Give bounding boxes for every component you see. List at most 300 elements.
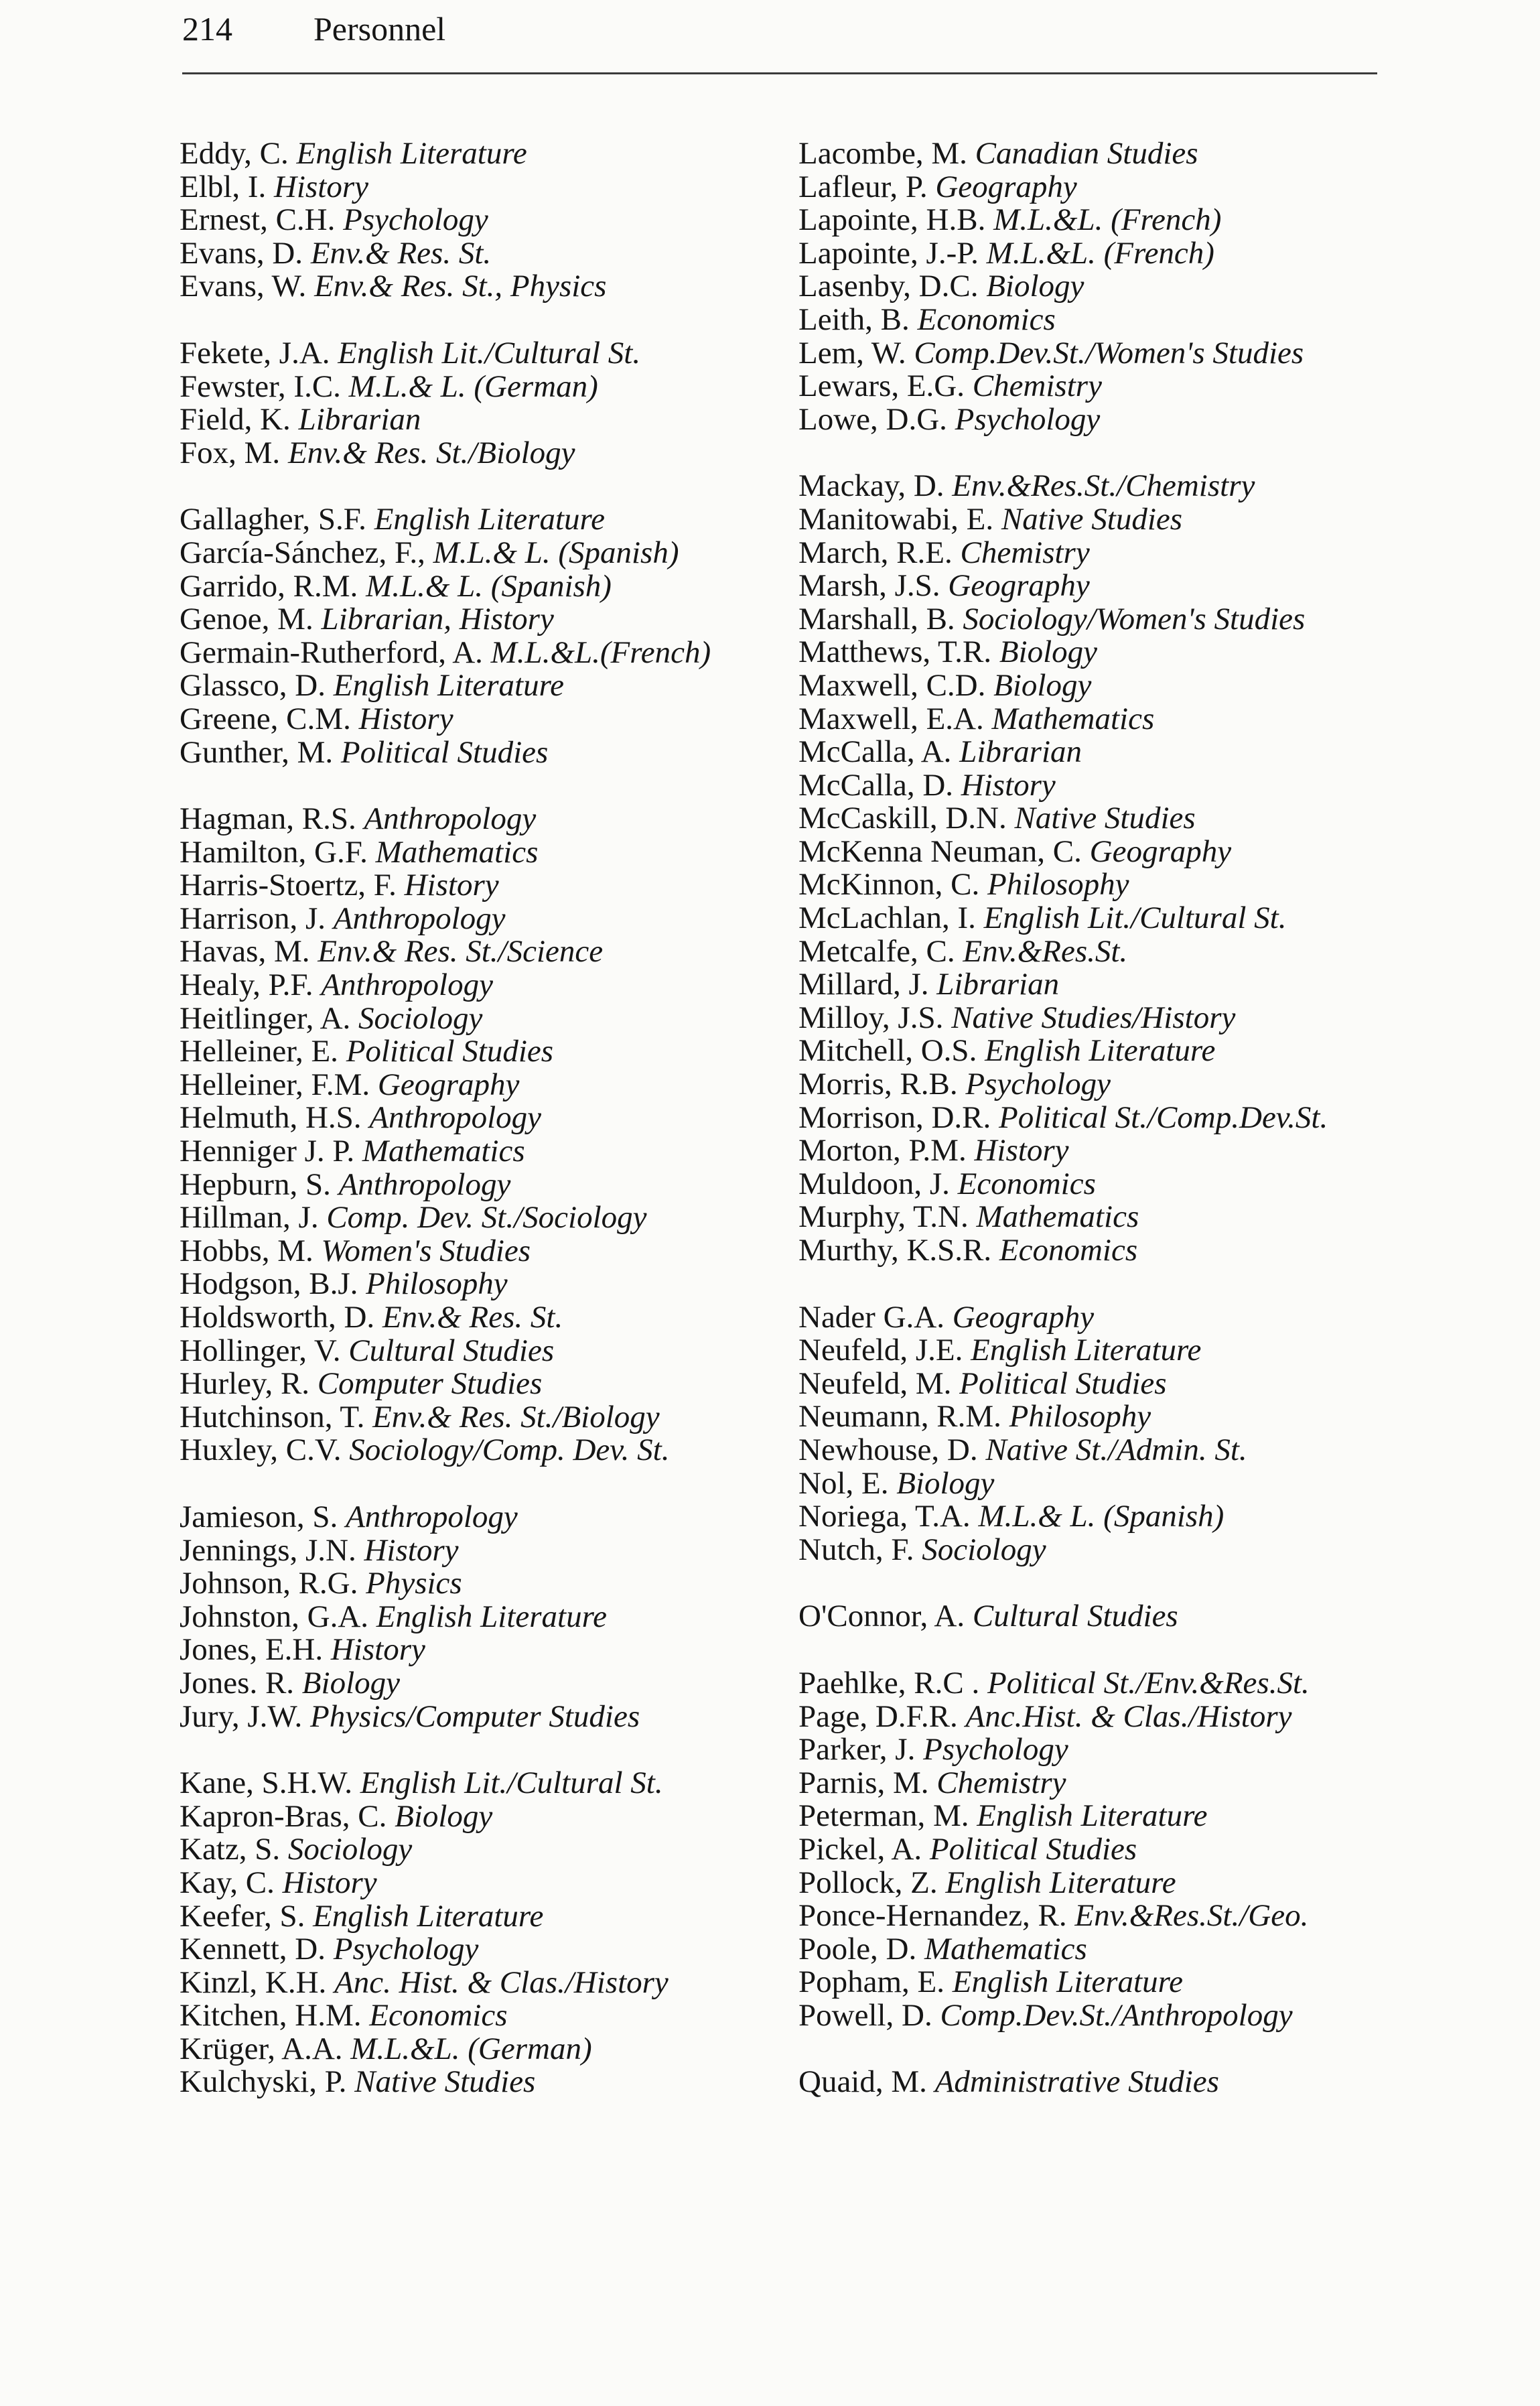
department: M.L.&L. (French) (993, 202, 1222, 238)
department: Anthropology (364, 801, 537, 837)
directory-entry (798, 1966, 1415, 1999)
person-name: Matthews, T.R. (798, 634, 992, 670)
department: Env.&Res.St. (963, 933, 1128, 969)
directory-entry (798, 1933, 1415, 1966)
person-name: Hodgson, B.J. (180, 1266, 358, 1302)
person-name: Hepburn, S. (180, 1166, 331, 1202)
person-name: Krüger, A.A. (180, 2031, 343, 2066)
department: Political Studies (346, 1034, 554, 1069)
directory-entry (798, 1833, 1415, 1867)
department: Mathematics (375, 834, 539, 870)
person-name: Lasenby, D.C. (798, 269, 979, 304)
person-name: McKinnon, C. (798, 867, 980, 903)
person-name: Lowe, D.G. (798, 401, 947, 437)
department: Economics (369, 1998, 508, 2033)
directory-entry (180, 1301, 796, 1335)
person-name: Evans, D. (180, 235, 303, 271)
person-name: Morris, R.B. (798, 1067, 958, 1102)
person-name: Hillman, J. (180, 1200, 319, 1235)
directory-entry (180, 1534, 796, 1568)
directory-entry (798, 802, 1415, 836)
department: Anthropology (346, 1499, 518, 1534)
directory-entry (798, 902, 1415, 935)
department: History (974, 1133, 1069, 1168)
directory-entry (798, 1534, 1415, 1567)
directory-entry (180, 900, 796, 936)
person-name: Havas, M. (180, 934, 310, 970)
person-name: Hollinger, V. (180, 1333, 341, 1368)
department: Comp.Dev.St./Anthropology (940, 1997, 1293, 2033)
department: Native Studies (1014, 801, 1196, 836)
person-name: Hobbs, M. (180, 1233, 313, 1268)
person-name: Kulchyski, P. (180, 2064, 347, 2100)
person-name: Hamilton, G.F. (180, 834, 368, 870)
person-name: Gallagher, S.F. (180, 502, 366, 537)
directory-entry (798, 636, 1415, 669)
department: English Literature (333, 668, 564, 704)
directory-entry (180, 1767, 796, 1800)
department: English Literature (374, 502, 605, 537)
department: History (404, 868, 499, 903)
directory-entry (798, 1002, 1415, 1035)
directory-entry (180, 1567, 796, 1601)
directory-entry (798, 137, 1415, 171)
department: Chemistry (972, 369, 1102, 404)
directory-entry (798, 1600, 1415, 1633)
department: Sociology/Comp. Dev. St. (349, 1432, 670, 1468)
department: Economics (957, 1166, 1096, 1201)
person-name: Neumann, R.M. (798, 1399, 1001, 1434)
department: Biology (395, 1798, 493, 1834)
person-name: McCaskill, D.N. (798, 801, 1007, 836)
person-name: Noriega, T.A. (798, 1499, 971, 1534)
person-name: Harris-Stoertz, F. (180, 868, 397, 903)
directory-entry (180, 1101, 796, 1135)
directory-entry (798, 537, 1415, 570)
directory-entry (180, 1833, 796, 1867)
directory-entry (180, 803, 796, 836)
directory-entry (798, 968, 1415, 1002)
person-name: Kapron-Bras, C. (180, 1798, 387, 1834)
department: Psychology (923, 1732, 1068, 1767)
directory-entry (180, 137, 796, 171)
directory-entry (180, 2066, 796, 2099)
letter-group (798, 1301, 1415, 1567)
page-header (182, 5, 445, 52)
person-name: Lapointe, H.B. (798, 202, 986, 238)
department: Chemistry (936, 1765, 1066, 1800)
person-name: Nol, E. (798, 1465, 889, 1501)
person-name: Kitchen, H.M. (180, 1998, 362, 2033)
department: Physics/Computer Studies (309, 1698, 640, 1734)
directory-entry (180, 1601, 796, 1634)
person-name: Leith, B. (798, 302, 910, 337)
directory-entry (180, 1700, 796, 1734)
department: Env.& Res. St./Biology (287, 435, 575, 470)
directory-entry (798, 570, 1415, 603)
department: Computer Studies (317, 1366, 543, 1402)
department: Geography (935, 169, 1077, 204)
directory-entry (180, 171, 796, 204)
department: Biology (993, 667, 1092, 703)
directory-entry (798, 833, 1415, 869)
department: Cultural Studies (348, 1333, 555, 1368)
person-name: Muldoon, J. (798, 1166, 950, 1201)
person-name: Mitchell, O.S. (798, 1033, 977, 1069)
department: History (358, 701, 453, 736)
department: Sociology (358, 1000, 483, 1036)
directory-entry (798, 1800, 1415, 1833)
person-name: Fekete, J.A. (180, 335, 330, 371)
person-name: Page, D.F.R. (798, 1698, 958, 1734)
directory-entry (798, 1867, 1415, 1900)
department: Native St./Admin. St. (985, 1432, 1247, 1467)
person-name: Hurley, R. (180, 1366, 310, 1402)
person-name: Morton, P.M. (798, 1133, 967, 1168)
person-name: Lacombe, M. (798, 136, 967, 171)
directory-entry (180, 1002, 796, 1036)
person-name: Neufeld, J.E. (798, 1333, 963, 1368)
person-name: Kane, S.H.W. (180, 1765, 353, 1801)
department: Anc.Hist. & Clas./History (965, 1698, 1292, 1734)
directory-entry (180, 1800, 796, 1834)
directory-entry (798, 304, 1415, 337)
person-name: Millard, J. (798, 967, 929, 1002)
department: Librarian (298, 402, 421, 438)
person-name: Popham, E. (798, 1964, 945, 2000)
department: Mathematics (362, 1134, 525, 1169)
department: English Lit./Cultural St. (983, 900, 1287, 936)
directory-entry (180, 1069, 796, 1102)
directory-entry (180, 1268, 796, 1301)
directory-entry (798, 2066, 1415, 2099)
person-name: Elbl, I. (180, 169, 267, 204)
person-name: Mackay, D. (798, 468, 944, 504)
department: Native Studies/History (951, 1000, 1236, 1035)
directory-entry (798, 1400, 1415, 1434)
letter-group (798, 470, 1415, 1267)
department: English Literature (313, 1898, 544, 1934)
directory-entry (180, 836, 796, 870)
department: Political Studies (929, 1831, 1137, 1867)
person-name: Huxley, C.V. (180, 1432, 342, 1468)
right-column (798, 137, 1415, 2133)
person-name: Ernest, C.H. (180, 202, 336, 238)
department: Cultural Studies (972, 1599, 1178, 1634)
person-name: Glassco, D. (180, 668, 326, 704)
directory-entry (180, 237, 796, 271)
directory-entry (798, 769, 1415, 803)
person-name: Harrison, J. (180, 900, 326, 936)
department: Philosophy (1009, 1399, 1151, 1434)
department: M.L.&L. (French) (986, 235, 1214, 271)
department: Administrative Studies (934, 2064, 1219, 2100)
department: History (282, 1865, 377, 1900)
directory-entry (798, 370, 1415, 403)
person-name: Pickel, A. (798, 1831, 922, 1867)
letter-group (798, 1600, 1415, 1633)
directory-entry (798, 1500, 1415, 1534)
department: Political Studies (959, 1365, 1167, 1401)
directory-entry (798, 603, 1415, 637)
header-rule (182, 72, 1377, 74)
directory-entry (798, 470, 1415, 503)
person-name: Pollock, Z. (798, 1865, 938, 1900)
section-title: Personnel (313, 10, 446, 48)
person-name: McCalla, D. (798, 767, 954, 803)
department: Env.& Res. St./Biology (372, 1399, 660, 1434)
person-name: Helmuth, H.S. (180, 1100, 362, 1136)
directory-entry (180, 603, 796, 637)
department: Env.& Res. St./Science (318, 934, 604, 970)
person-name: Germain-Rutherford, A. (180, 634, 483, 670)
person-name: Heitlinger, A. (180, 1000, 351, 1036)
department: English Literature (952, 1964, 1184, 2000)
directory-entry (798, 1301, 1415, 1335)
person-name: Milloy, J.S. (798, 1000, 944, 1035)
person-name: Maxwell, E.A. (798, 701, 984, 736)
department: Economics (917, 302, 1056, 337)
department: Anthropology (333, 900, 506, 936)
directory-entry (798, 1134, 1415, 1168)
department: Comp. Dev. St./Sociology (326, 1200, 647, 1235)
person-name: Newhouse, D. (798, 1432, 978, 1467)
directory-entry (798, 1700, 1415, 1734)
department: Geography (1089, 833, 1232, 869)
person-name: Healy, P.F. (180, 967, 313, 1003)
person-name: Genoe, M. (180, 602, 313, 637)
department: Anthropology (321, 967, 493, 1003)
directory-entry (180, 1235, 796, 1268)
directory-entry (798, 736, 1415, 769)
person-name: Powell, D. (798, 1997, 932, 2033)
department: English Literature (971, 1333, 1202, 1368)
department: History (961, 767, 1056, 803)
department: Env.&Res.St./Geo. (1074, 1898, 1309, 1934)
directory-entry (798, 1467, 1415, 1501)
directory-entry (180, 935, 796, 969)
department: English Literature (977, 1798, 1208, 1834)
directory-entry (798, 237, 1415, 271)
department: Psychology (955, 401, 1101, 437)
department: Env.& Res. St., Physics (314, 269, 607, 304)
department: Philosophy (987, 867, 1129, 903)
person-name: Murthy, K.S.R. (798, 1233, 992, 1268)
department: Biology (986, 269, 1084, 304)
person-name: Hagman, R.S. (180, 801, 356, 837)
department: Women's Studies (321, 1233, 531, 1268)
department: Physics (366, 1566, 462, 1601)
person-name: Greene, C.M. (180, 701, 351, 736)
person-name: Kennett, D. (180, 1932, 326, 1967)
directory-entry (798, 703, 1415, 736)
department: Librarian (959, 734, 1082, 770)
person-name: Evans, W. (180, 269, 307, 304)
department: Biology (896, 1465, 995, 1501)
person-name: Manitowabi, E. (798, 501, 994, 537)
person-name: Parker, J. (798, 1732, 916, 1767)
person-name: Jamieson, S. (180, 1499, 338, 1534)
department: History (273, 169, 368, 204)
directory-entry (798, 1999, 1415, 2033)
department: Canadian Studies (975, 136, 1198, 171)
directory-entry (798, 337, 1415, 371)
directory-entry (180, 1401, 796, 1434)
letter-group (180, 1501, 796, 1733)
person-name: Marshall, B. (798, 601, 955, 637)
person-name: Kinzl, K.H. (180, 1964, 327, 2000)
person-name: Lewars, E.G. (798, 369, 965, 404)
person-name: Garrido, R.M. (180, 568, 358, 604)
person-name: Parnis, M. (798, 1765, 929, 1800)
person-name: Gunther, M. (180, 734, 334, 770)
directory-entry (798, 1899, 1415, 1933)
department: Geography (948, 568, 1090, 604)
department: History (364, 1532, 459, 1568)
directory-entry (798, 1733, 1415, 1767)
directory-entry (798, 1334, 1415, 1367)
person-name: McLachlan, I. (798, 900, 976, 936)
directory-entry (798, 1234, 1415, 1268)
department: Sociology (922, 1532, 1046, 1567)
directory-entry (180, 204, 796, 237)
person-name: Helleiner, E. (180, 1034, 338, 1069)
directory-entry (180, 2033, 796, 2066)
department: Psychology (965, 1067, 1111, 1102)
department: Geography (377, 1067, 520, 1102)
letter-group (180, 337, 796, 470)
person-name: Jennings, J.N. (180, 1532, 356, 1568)
department: History (330, 1632, 425, 1668)
directory-entry (180, 1900, 796, 1934)
directory-entry (180, 1135, 796, 1168)
directory-entry (798, 1034, 1415, 1068)
person-name: Quaid, M. (798, 2064, 927, 2100)
department: Env.&Res.St./Chemistry (952, 468, 1255, 504)
directory-entry (798, 868, 1415, 902)
directory-entry (798, 1767, 1415, 1800)
person-name: Peterman, M. (798, 1798, 969, 1834)
person-name: McKenna Neuman, C. (798, 833, 1082, 869)
department: Philosophy (366, 1266, 508, 1302)
department: Mathematics (976, 1199, 1139, 1235)
directory-entry (180, 1035, 796, 1069)
person-name: Fox, M. (180, 435, 281, 470)
department: Mathematics (924, 1931, 1087, 1966)
directory-entry (180, 1966, 796, 2000)
department: Sociology/Women's Studies (963, 601, 1306, 637)
person-name: Lapointe, J.-P. (798, 235, 979, 271)
directory-entry (180, 969, 796, 1002)
letter-group (180, 803, 796, 1467)
directory-entry (798, 270, 1415, 304)
directory-entry (180, 270, 796, 304)
person-name: Ponce-Hernandez, R. (798, 1898, 1067, 1934)
directory-entry (798, 403, 1415, 437)
directory-entry (180, 869, 796, 903)
person-name: O'Connor, A. (798, 1599, 965, 1634)
department: M.L.& L. (Spanish) (978, 1499, 1224, 1534)
department: English Literature (376, 1599, 608, 1634)
person-name: Johnston, G.A. (180, 1599, 369, 1634)
person-name: Lafleur, P. (798, 169, 928, 204)
department: Political St./Env.&Res.St. (987, 1665, 1310, 1700)
directory-entry (180, 337, 796, 371)
directory-entry (180, 437, 796, 470)
directory-entry (180, 1667, 796, 1700)
letter-group (798, 2066, 1415, 2099)
department: Comp.Dev.St./Women's Studies (914, 335, 1304, 371)
directory-entry (180, 1367, 796, 1401)
person-name: Johnson, R.G. (180, 1566, 358, 1601)
department: M.L.& L. (Spanish) (366, 568, 612, 604)
directory-entry (798, 1434, 1415, 1467)
directory-entry (798, 1101, 1415, 1135)
department: Anc. Hist. & Clas./History (334, 1964, 669, 2000)
department: Biology (999, 634, 1098, 670)
person-name: Morrison, D.R. (798, 1099, 991, 1135)
letter-group (180, 137, 796, 304)
department: Political St./Comp.Dev.St. (998, 1099, 1328, 1135)
department: Chemistry (960, 535, 1090, 570)
department: Geography (952, 1299, 1095, 1335)
department: Political Studies (340, 734, 549, 770)
department: M.L.&L.(French) (490, 634, 711, 670)
person-name: Keefer, S. (180, 1898, 305, 1934)
department: English Lit./Cultural St. (338, 335, 641, 371)
directory-entry (798, 1367, 1415, 1401)
department: English Lit./Cultural St. (360, 1765, 663, 1801)
department: Psychology (343, 202, 488, 238)
person-name: Jury, J.W. (180, 1698, 303, 1734)
person-name: March, R.E. (798, 535, 953, 570)
letter-group (798, 137, 1415, 436)
person-name: Paehlke, R.C . (798, 1665, 980, 1700)
department: Psychology (333, 1932, 479, 1967)
directory-entry (180, 1999, 796, 2033)
person-name: Murphy, T.N. (798, 1199, 969, 1235)
person-name: Metcalfe, C. (798, 933, 955, 969)
department: Sociology (287, 1832, 413, 1867)
letter-group (180, 1767, 796, 2099)
directory-entry (180, 1168, 796, 1202)
directory-entry (180, 1335, 796, 1368)
left-column (180, 137, 796, 2133)
directory-entry (180, 403, 796, 437)
person-name: Nader G.A. (798, 1299, 944, 1335)
letter-group (798, 1667, 1415, 2033)
page-number: 214 (182, 10, 232, 48)
department: Env.& Res. St. (382, 1300, 563, 1335)
person-name: McCalla, A. (798, 734, 952, 770)
directory-entry (180, 1434, 796, 1467)
person-name: Maxwell, C.D. (798, 667, 986, 703)
department: Mathematics (991, 701, 1155, 736)
department: Economics (999, 1233, 1138, 1268)
directory-entry (180, 537, 796, 570)
department: Librarian (936, 967, 1060, 1002)
department: M.L.&L. (German) (350, 2031, 592, 2066)
department: English Literature (985, 1033, 1216, 1069)
directory-entry (180, 570, 796, 604)
person-name: Jones. R. (180, 1665, 295, 1700)
directory-entry (798, 1068, 1415, 1101)
directory-entry (180, 736, 796, 770)
directory-entry (180, 1201, 796, 1235)
person-name: Lem, W. (798, 335, 906, 371)
directory-entry (180, 1501, 796, 1534)
department: M.L.& L. (Spanish) (433, 535, 679, 570)
